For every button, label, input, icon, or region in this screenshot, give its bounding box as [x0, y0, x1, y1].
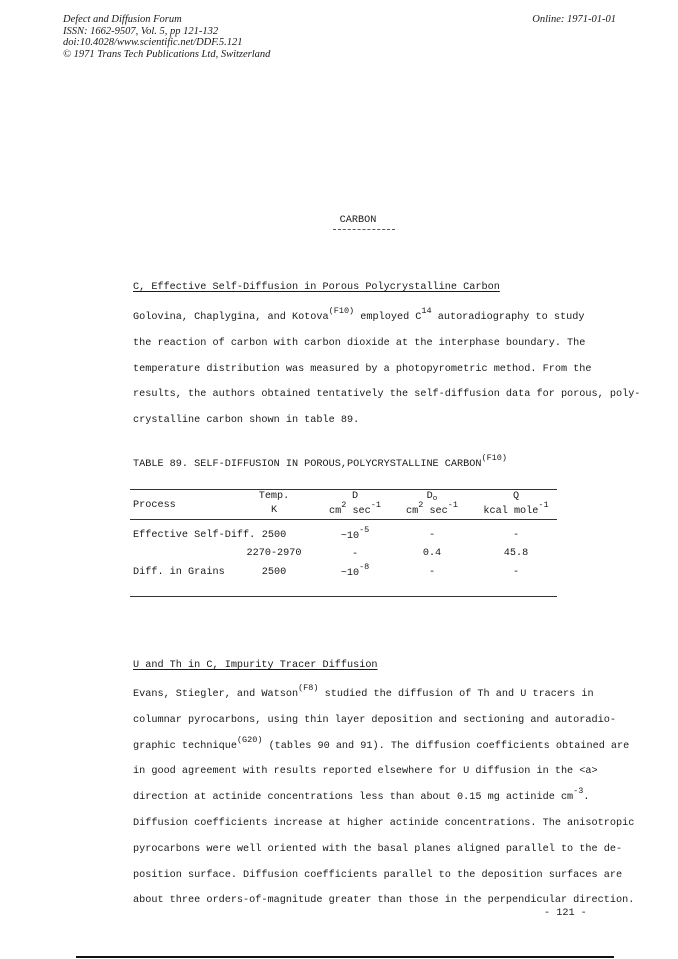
text-line: temperature distribution was measured by a photopyrometric method. From the	[133, 363, 592, 375]
journal-header	[63, 14, 270, 60]
table-bottom-rule	[130, 596, 557, 597]
table-cell: 2270-2970	[246, 548, 302, 559]
text-line: Diffusion coefficients increase at higher actinide concentrations. The anisotropic	[133, 817, 635, 829]
text-line: position surface. Diffusion coefficients parallel to the deposition surfaces are	[133, 869, 623, 881]
text-line: crystalline carbon shown in table 89.	[133, 415, 360, 427]
col-header-d0-unit: $cm^2$ $\sec^{-1}$	[405, 500, 458, 517]
text-line: Golovina, Chaplygina, and Kotova$^{(F10)}$ employed $C^{14}$ autoradiography to study	[133, 306, 585, 323]
text-line: in good agreement with results reported elsewhere for U diffusion in the <a>	[133, 766, 598, 778]
col-header-temp: Temp.	[258, 491, 290, 502]
page-number: - 121 -	[544, 908, 587, 919]
text-line: pyrocarbons were well oriented with the basal planes aligned parallel to the de-	[133, 843, 623, 855]
table-cell: $\sim 10^{-8}$	[340, 562, 370, 579]
paragraph-carbon-self-diffusion	[133, 305, 641, 434]
table-cell: Effective Self-Diff.	[133, 530, 256, 541]
table-cell: -	[351, 549, 359, 560]
text-line: direction at actinide concentrations less than about 0.15 mg actinide $cm^{-3}$.	[133, 786, 590, 804]
paragraph-u-th-diffusion	[133, 682, 635, 914]
title-underline	[333, 229, 395, 230]
section-heading-carbon-self-diffusion: C, Effective Self-Diffusion in Porous Polycrystalline Carbon	[133, 282, 500, 293]
table-cell: 2500	[261, 567, 287, 578]
table-cell: $\sim 10^{-5}$	[340, 525, 370, 542]
table-cell: -	[428, 567, 436, 578]
issn-line: ISSN: 1662-9507, Vol. 5, pp 121-132	[63, 25, 219, 37]
page-bottom-rule	[76, 956, 614, 958]
table-cell: Diff. in Grains	[133, 567, 225, 578]
col-header-d-unit: $cm^2$ $\sec^{-1}$	[328, 500, 381, 517]
table-cell: -	[428, 530, 436, 541]
text-line: columnar pyrocarbons, using thin layer deposition and sectioning and autoradio-	[133, 714, 616, 726]
text-line: results, the authors obtained tentatively the self-diffusion data for porous, poly-	[133, 389, 641, 401]
col-header-d0: $D_o$	[426, 491, 438, 503]
col-header-q: Q	[512, 491, 520, 502]
doi-line: doi:10.4028/www.scientific.net/DDF.5.121	[63, 37, 243, 48]
text-line: about three orders-of-magnitude greater than those in the perpendicular direction.	[133, 895, 635, 907]
table-top-rule	[130, 489, 557, 490]
table-header-rule	[130, 519, 557, 520]
text-line: the reaction of carbon with carbon dioxide at the interphase boundary. The	[133, 337, 586, 349]
col-header-q-unit: kcal mole$^{-1}$	[483, 500, 549, 517]
table-cell: 0.4	[422, 548, 442, 559]
table-cell: -	[512, 567, 520, 578]
col-header-temp-unit: K	[270, 505, 278, 516]
col-header-d: D	[351, 491, 359, 502]
copyright-line: © 1971 Trans Tech Publications Ltd, Switzerland	[63, 48, 271, 60]
journal-name: Defect and Diffusion Forum	[63, 14, 182, 25]
online-date: Online: 1971-01-01	[532, 14, 616, 25]
text-line: Evans, Stiegler, and Watson$^{(F8)}$ studied the diffusion of Th and U tracers in	[133, 683, 594, 700]
table-cell: 2500	[261, 530, 287, 541]
table-cell: -	[512, 530, 520, 541]
section-heading-u-th-diffusion: U and Th in C, Impurity Tracer Diffusion	[133, 660, 378, 671]
page-title: CARBON	[339, 215, 377, 226]
table-caption: TABLE 89. SELF-DIFFUSION IN POROUS,POLYCRYSTALLINE $CARBON^{(F10)}$	[133, 453, 507, 470]
col-header-process: Process	[133, 500, 176, 511]
text-line: graphic technique$^{(G20)}$ (tables 90 and 91). The diffusion coefficients obtained are	[133, 734, 630, 752]
table-cell: 45.8	[503, 548, 529, 559]
